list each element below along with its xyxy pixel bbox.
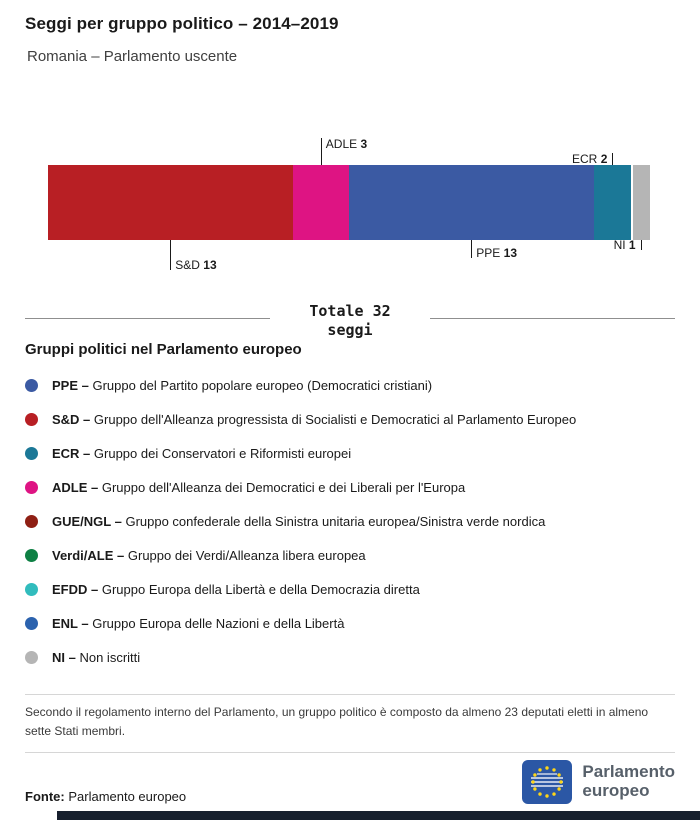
total-divider-left xyxy=(25,318,270,319)
bar-segment-adle[interactable] xyxy=(293,165,349,240)
callout-line-adle xyxy=(321,138,322,165)
bottom-bar xyxy=(57,811,700,820)
legend-label-sd: S&D – Gruppo dell'Alleanza progressista di Socialisti e Democratici al Parlamento Europeo xyxy=(52,411,577,427)
callout-label-ppe: PPE 13 xyxy=(476,246,517,260)
source-value: Parlamento europeo xyxy=(68,789,187,804)
legend-item-verdi-ale xyxy=(25,538,675,572)
callout-label-sd: S&D 13 xyxy=(175,258,217,272)
chart-subtitle: Romania – Parlamento uscente xyxy=(27,48,238,65)
callout-label-ni: NI 1 xyxy=(613,238,636,252)
legend-label-gue-ngl: GUE/NGL – Gruppo confederale della Sinistra unitaria europea/Sinistra verde nordica xyxy=(52,513,546,529)
legend-dot-sd xyxy=(25,413,38,426)
legend-dot-verdi-ale xyxy=(25,549,38,562)
ep-logo-icon xyxy=(522,760,572,804)
legend-label-ecr: ECR – Gruppo dei Conservatori e Riformisti europei xyxy=(52,445,352,461)
legend-item-ppe xyxy=(25,368,675,402)
legend-item-enl xyxy=(25,606,675,640)
bar-segment-ecr[interactable] xyxy=(594,165,632,240)
legend-item-sd xyxy=(25,402,675,436)
stacked-bar xyxy=(48,165,650,240)
bar-segment-sd[interactable] xyxy=(48,165,293,240)
legend-label-ni: NI – Non iscritti xyxy=(52,649,141,665)
source-divider xyxy=(25,752,675,753)
callout-label-ecr: ECR 2 xyxy=(572,152,608,166)
legend-item-ni xyxy=(25,640,675,674)
legend-item-adle xyxy=(25,470,675,504)
legend-dot-adle xyxy=(25,481,38,494)
logo-text-line2: europeo xyxy=(582,781,650,800)
bar-segment-ppe[interactable] xyxy=(349,165,594,240)
source-label: Fonte: xyxy=(25,789,65,804)
callout-line-sd xyxy=(170,240,171,270)
legend-dot-efdd xyxy=(25,583,38,596)
footnote-divider xyxy=(25,694,675,695)
legend-title: Gruppi politici nel Parlamento europeo xyxy=(25,341,302,358)
total-row xyxy=(25,302,675,340)
legend-item-ecr xyxy=(25,436,675,470)
legend-label-verdi-ale: Verdi/ALE – Gruppo dei Verdi/Alleanza libera europea xyxy=(52,547,366,563)
chart-title: Seggi per gruppo politico – 2014–2019 xyxy=(25,14,339,33)
legend-dot-gue-ngl xyxy=(25,515,38,528)
legend-item-efdd xyxy=(25,572,675,606)
callout-line-ecr xyxy=(612,153,613,165)
legend-dot-ecr xyxy=(25,447,38,460)
total-seats-unit: seggi xyxy=(327,320,373,339)
callout-line-ni xyxy=(641,240,642,250)
seats-bar-area xyxy=(48,137,650,272)
total-divider-right xyxy=(430,318,675,319)
legend-item-gue-ngl xyxy=(25,504,675,538)
legend-label-ppe: PPE – Gruppo del Partito popolare europeo (Democratici cristiani) xyxy=(52,377,433,393)
source-line xyxy=(25,789,186,804)
legend-dot-enl xyxy=(25,617,38,630)
total-text xyxy=(309,302,390,340)
legend-label-efdd: EFDD – Gruppo Europa della Libertà e della Democrazia diretta xyxy=(52,581,420,597)
logo-text-line1: Parlamento xyxy=(582,762,675,782)
legend-dot-ni xyxy=(25,651,38,664)
legend-dot-ppe xyxy=(25,379,38,392)
legend-list xyxy=(25,368,675,674)
bar-segment-ni[interactable] xyxy=(631,165,650,240)
ep-logo-text xyxy=(582,763,675,800)
legend-label-enl: ENL – Gruppo Europa delle Nazioni e della Libertà xyxy=(52,615,345,631)
legend-label-adle: ADLE – Gruppo dell'Alleanza dei Democratici e dei Liberali per l'Europa xyxy=(52,479,466,495)
callout-label-adle: ADLE 3 xyxy=(325,137,368,151)
footnote: Secondo il regolamento interno del Parlamento, un gruppo politico è composto da almeno 23 deputati eletti in almeno sette Stati membri. xyxy=(25,705,649,739)
callout-line-ppe xyxy=(471,240,472,258)
ep-logo xyxy=(522,760,675,804)
total-seats-label: Totale 32 xyxy=(309,302,391,320)
